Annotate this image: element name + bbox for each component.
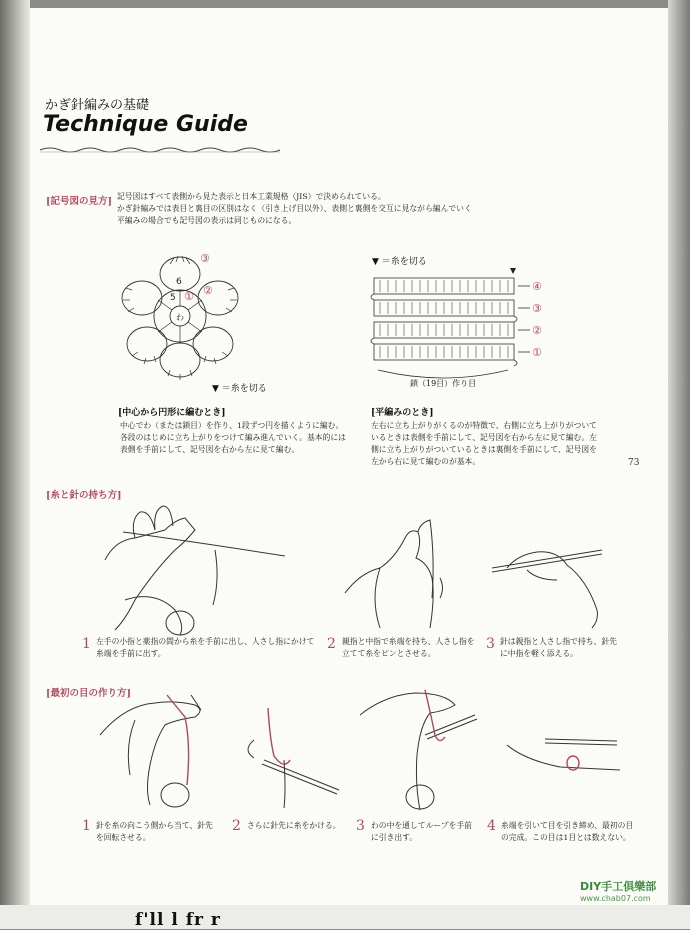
hand-illustration-2: [340, 518, 460, 633]
first-loop-illustration-4: [505, 725, 625, 785]
jp-title: かぎ針編みの基礎: [45, 98, 150, 113]
circle-center-ring: わ: [176, 313, 184, 322]
hand-illustration-3: [487, 540, 617, 630]
flat-subhead: [平編みのとき]: [371, 408, 434, 418]
page-number: 73: [628, 458, 640, 468]
row-marker-1: ①: [532, 346, 542, 359]
loop-step-2-text: さらに針先に糸をかける。: [247, 821, 341, 830]
holding-step-2-text: 親指と中指で糸端を持ち、人さし指を 立てて糸をピンとさせる。: [342, 637, 475, 658]
holding-step-1-num: 1: [82, 636, 91, 652]
next-page-strip: [0, 905, 690, 929]
holding-step-3-num: 3: [486, 636, 495, 652]
holding-step-3-text: 針は親指と人さし指で持ち、針先 に中指を軽く添える。: [500, 637, 617, 658]
circular-chart-diagram: [110, 248, 250, 388]
holding-step-2-num: 2: [327, 636, 336, 652]
circle-subhead: [中心から円形に編むとき]: [118, 408, 226, 418]
loop-step-4-num: 4: [487, 818, 496, 834]
section-label-holding: [糸と針の持ち方]: [46, 490, 122, 501]
circle-number-6: 6: [176, 277, 182, 287]
loop-step-4-text: 糸端を引いて目を引き締め、最初の目 の完成。この目は1目とは数えない。: [501, 821, 634, 842]
flat-chart-diagram: [368, 268, 568, 388]
row-marker-3: ③: [532, 302, 542, 315]
symbol-intro-text: 記号図はすべて表側から見た表示と日本工業規格（JIS）で決められている。 かぎ針編みでは表目と裏目の区別はなく（引き上げ目以外）、表側と裏側を交互に見ながら編んでいく 平編みの場合でも記号図の表示は同じものになる。: [117, 192, 472, 225]
circle-marker-1: ①: [184, 290, 194, 303]
loop-step-1-num: 1: [82, 818, 91, 834]
title-rule-ornament: [40, 146, 280, 152]
watermark-url: www.chab07.com: [580, 894, 651, 903]
section-label-symbol: [記号図の見方]: [46, 196, 112, 207]
page-edge-shadow: [668, 0, 690, 929]
row-marker-4: ④: [532, 280, 542, 293]
flat-text: 左右に立ち上がりがくるのが特徴で、右側に立ち上がりがついているときは表側を手前にして、記号図を右から左に見て編む。左側に立ち上がりがついているときは裏側を手前にして、記号図を左から右に見て編むのが基本。: [371, 421, 597, 466]
watermark-title: DIY手工俱樂部: [580, 880, 657, 893]
circle-text: 中心でわ（または鎖目）を作り、1段ずつ円を描くように編む。各段のはじめに立ち上がりをつけて編み進んでいく。基本的には表側を手前にして、記号図を右から左に見て編む。: [120, 421, 346, 454]
first-loop-illustration-3: [355, 685, 485, 815]
circle-marker-3: ③: [200, 252, 210, 265]
circle-marker-2: ②: [203, 284, 213, 297]
first-loop-illustration-2: [234, 700, 344, 810]
book-spine: [0, 0, 30, 929]
holding-step-1-text: 左手の小指と薬指の間から糸を手前に出し、人さし指にかけて 糸端を手前に出す。: [96, 637, 315, 658]
row-marker-2: ②: [532, 324, 542, 337]
first-loop-illustration-1: [95, 685, 215, 810]
section-label-first-loop: [最初の目の作り方]: [46, 688, 131, 699]
chain-foundation-label: 鎖（19目）作り目: [410, 379, 477, 388]
loop-step-1-text: 針を糸の向こう側から当て、針先 を回転させる。: [96, 821, 213, 842]
cut-yarn-note-right: ▼ ＝糸を切る: [372, 257, 427, 267]
hand-illustration-1: [95, 500, 295, 635]
loop-step-2-num: 2: [232, 818, 241, 834]
page-title: Technique Guide: [43, 112, 248, 137]
watermark: [580, 878, 656, 903]
loop-step-3-num: 3: [356, 818, 365, 834]
next-page-text: f'll l fr r: [135, 910, 221, 930]
circle-number-5: 5: [170, 293, 176, 303]
loop-step-3-text: わの中を通してループを手前 に引き出す。: [371, 821, 472, 842]
cut-yarn-note-left: ▼ ＝糸を切る: [212, 384, 267, 394]
